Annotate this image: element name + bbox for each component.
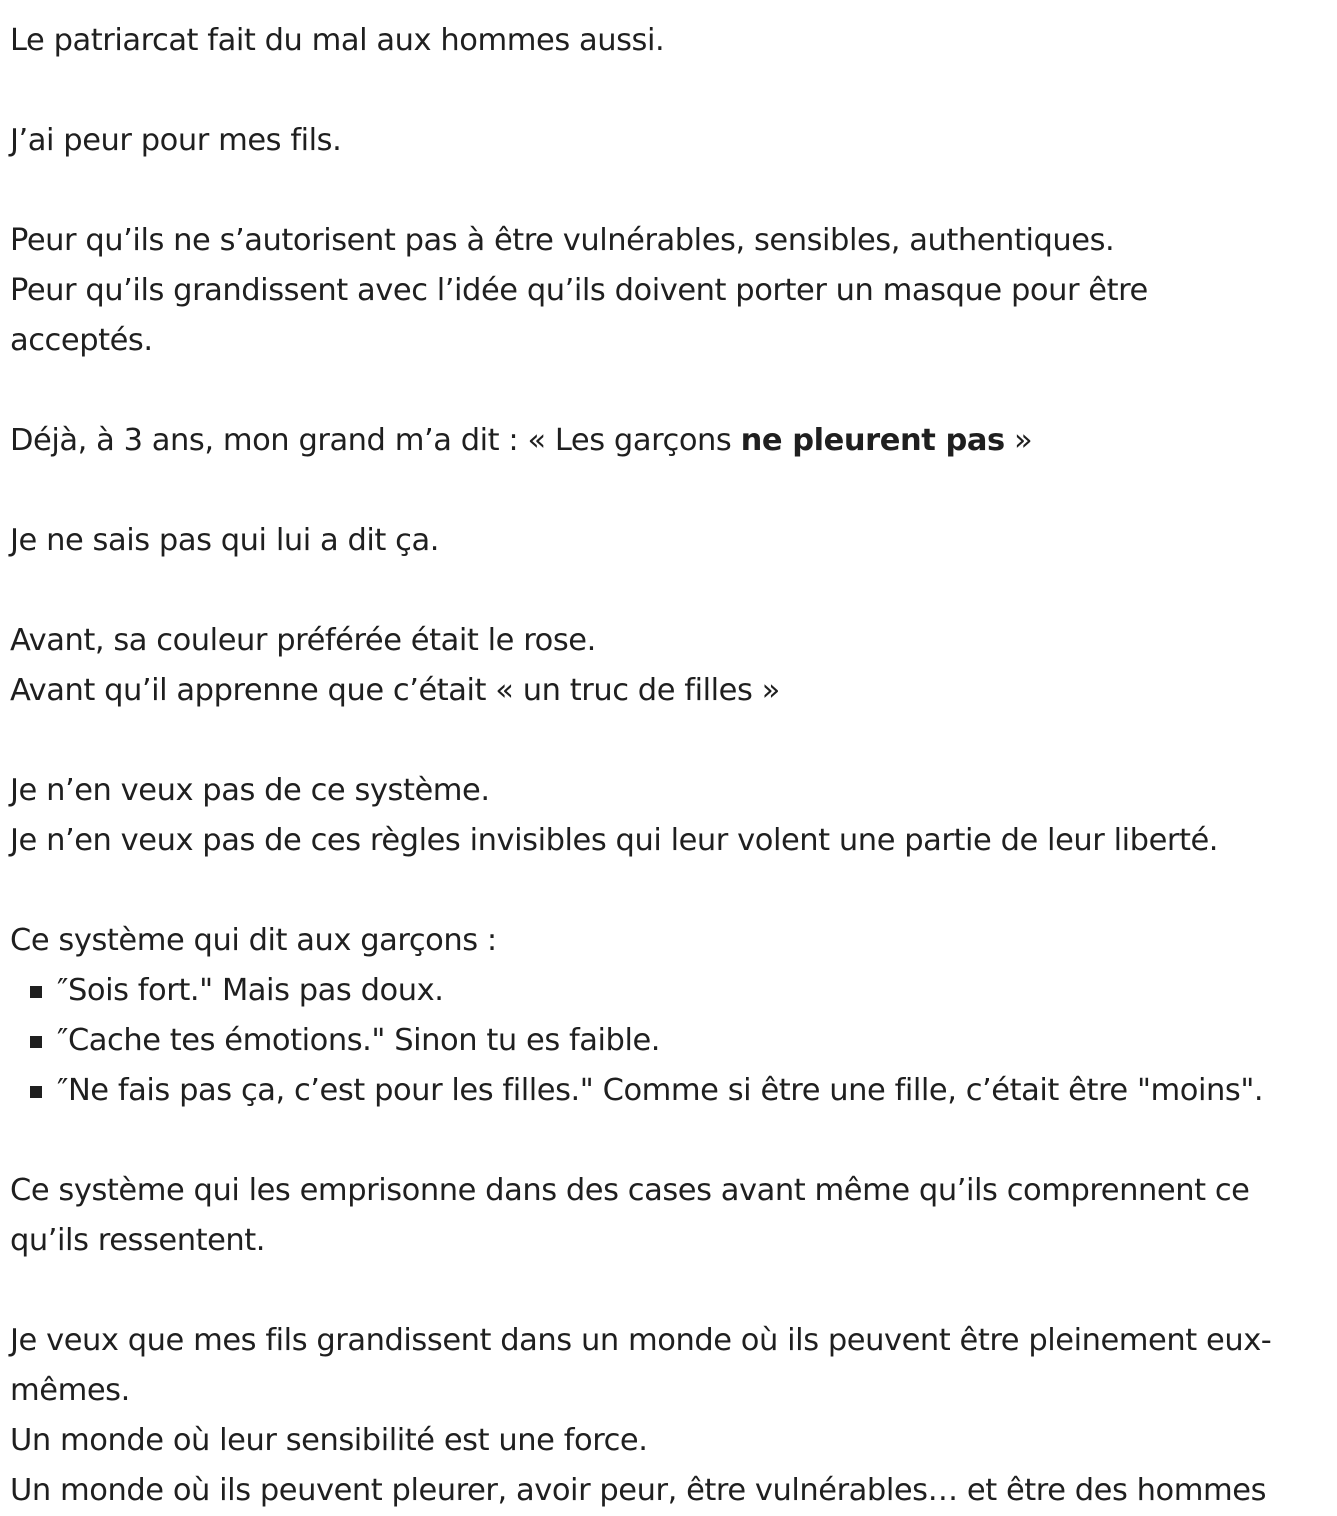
paragraph-line-with-emphasis (10, 416, 1032, 466)
paragraph-line: Je ne sais pas qui lui a dit ça. (10, 523, 439, 558)
list-item: ″Sois fort." Mais pas doux. (57, 973, 444, 1008)
square-bullet-icon (30, 1086, 42, 1098)
paragraph-line: Je n’en veux pas de ce système. (10, 773, 490, 808)
paragraph-line: Peur qu’ils grandissent avec l’idée qu’ils doivent porter un masque pour être (10, 273, 1148, 308)
list-item: ″Ne fais pas ça, c’est pour les filles." Comme si être une fille, c’était être "moins". (57, 1073, 1264, 1108)
paragraph-line: Peur qu’ils ne s’autorisent pas à être vulnérables, sensibles, authentiques. (10, 223, 1115, 258)
paragraph-line: acceptés. (10, 323, 153, 358)
paragraph-line: Un monde où ils peuvent pleurer, avoir peur, être vulnérables… et être des hommes (10, 1473, 1267, 1508)
paragraph-line: mêmes. (10, 1373, 130, 1408)
text-before-bold: Déjà, à 3 ans, mon grand m’a dit : « Les garçons (10, 423, 741, 458)
paragraph-line: Je veux que mes fils grandissent dans un monde où ils peuvent être pleinement eux- (10, 1323, 1272, 1358)
bold-emphasis: ne pleurent pas (740, 423, 1005, 458)
paragraph-line: Avant qu’il apprenne que c’était « un truc de filles » (10, 673, 780, 708)
paragraph-line: qu’ils ressentent. (10, 1223, 266, 1258)
paragraph-line: Ce système qui les emprisonne dans des cases avant même qu’ils comprennent ce (10, 1173, 1250, 1208)
paragraph-line: Un monde où leur sensibilité est une force. (10, 1423, 648, 1458)
paragraph-line: J’ai peur pour mes fils. (10, 123, 342, 158)
paragraph-line: Je n’en veux pas de ces règles invisibles qui leur volent une partie de leur liberté. (10, 823, 1219, 858)
square-bullet-icon (30, 986, 42, 998)
paragraph-line: Avant, sa couleur préférée était le rose. (10, 623, 596, 658)
paragraph-line: Le patriarcat fait du mal aux hommes aussi. (10, 23, 665, 58)
text-after-bold: » (1004, 423, 1033, 458)
square-bullet-icon (30, 1036, 42, 1048)
list-item: ″Cache tes émotions." Sinon tu es faible. (57, 1023, 661, 1058)
list-intro: Ce système qui dit aux garçons : (10, 923, 497, 958)
